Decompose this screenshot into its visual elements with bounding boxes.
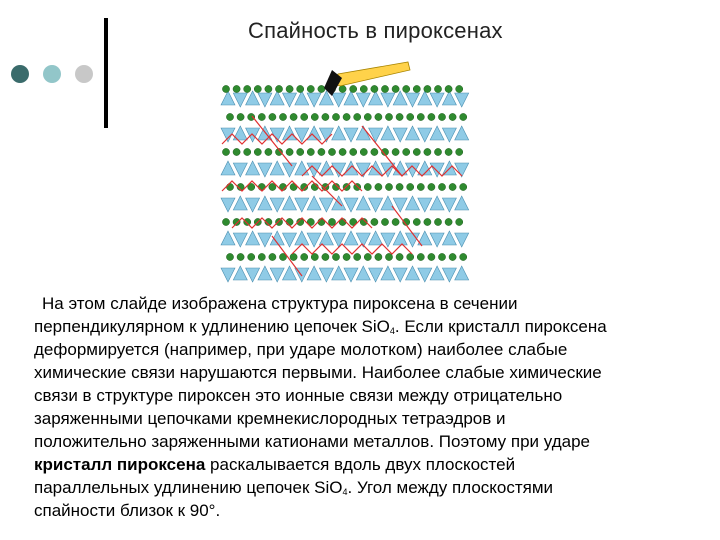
text-line: кристалл пироксена раскалывается вдоль двух плоскостей (34, 455, 516, 474)
cation-dot (290, 113, 297, 120)
cation-dot (233, 148, 240, 155)
text-line: заряженными цепочками кремнекислородных тетраэдров и (34, 409, 506, 428)
cation-dot (417, 183, 424, 190)
tetrahedron (283, 196, 297, 210)
tetrahedron (344, 128, 358, 142)
tetrahedron (258, 163, 272, 177)
cation-dot (413, 85, 420, 92)
text-line: перпендикулярном к удлинению цепочек SiO$_4$. Если кристалл пироксена (34, 317, 607, 336)
cation-dot (297, 85, 304, 92)
cation-dot (434, 218, 441, 225)
tetrahedron (246, 161, 260, 175)
cation-dot (456, 218, 463, 225)
tetrahedron (319, 161, 333, 175)
tetrahedron (344, 91, 358, 105)
text-line: связи в структуре пироксен это ионные связи между отрицательно (34, 386, 563, 405)
cation-dot (424, 148, 431, 155)
cation-dot (385, 113, 392, 120)
tetrahedron (430, 266, 444, 280)
cation-dot (438, 253, 445, 260)
tetrahedron (270, 268, 284, 282)
cation-dot (332, 113, 339, 120)
cation-dot (375, 183, 382, 190)
cation-dot (286, 218, 293, 225)
cation-dot (417, 113, 424, 120)
tetrahedron (381, 126, 395, 140)
tetrahedron (233, 196, 247, 210)
cation-dot (233, 218, 240, 225)
tetrahedron (319, 231, 333, 245)
tetrahedron (246, 268, 260, 282)
tetrahedron (270, 91, 284, 105)
cation-dot (392, 85, 399, 92)
cation-dot (265, 148, 272, 155)
cation-dot (343, 113, 350, 120)
light-dot (75, 65, 93, 83)
tetrahedron (430, 93, 444, 107)
tetrahedron (246, 91, 260, 105)
tetrahedron (344, 231, 358, 245)
cation-dot (392, 148, 399, 155)
tetrahedron (332, 93, 346, 107)
cation-dot (413, 148, 420, 155)
cleavage-line (252, 116, 292, 166)
tetrahedron (406, 126, 420, 140)
tetrahedron (455, 93, 469, 107)
tetrahedron (442, 91, 456, 105)
tetrahedron (393, 268, 407, 282)
cation-dot (438, 113, 445, 120)
tetrahedron (258, 266, 272, 280)
tetrahedron (418, 91, 432, 105)
tetrahedron (295, 231, 309, 245)
tetrahedron (430, 196, 444, 210)
cation-dot (375, 253, 382, 260)
text-line: деформируется (например, при ударе молотком) наиболее слабые (34, 340, 568, 359)
cation-dot (413, 218, 420, 225)
cation-dot (460, 113, 467, 120)
cation-dot (364, 253, 371, 260)
cation-dot (396, 253, 403, 260)
cation-dot (396, 113, 403, 120)
cation-dot (449, 253, 456, 260)
cation-dot (354, 253, 361, 260)
cation-dot (322, 113, 329, 120)
tetrahedron (258, 196, 272, 210)
tetrahedron (418, 198, 432, 212)
tetrahedron (221, 91, 235, 105)
cation-dot (322, 253, 329, 260)
text-line: положительно заряженными катионами металлов. Поэтому при ударе (34, 432, 590, 451)
cation-dot (428, 253, 435, 260)
tetrahedron (442, 128, 456, 142)
cation-dot (371, 218, 378, 225)
cation-dot (286, 85, 293, 92)
bold-phrase: кристалл пироксена (34, 455, 206, 474)
cation-dot (343, 253, 350, 260)
tetrahedron (307, 196, 321, 210)
cation-dot (226, 183, 233, 190)
tetrahedron (344, 161, 358, 175)
cation-dot (311, 113, 318, 120)
cation-dot (254, 85, 261, 92)
tetrahedron (430, 233, 444, 247)
tetrahedron (406, 93, 420, 107)
cation-dot (339, 148, 346, 155)
cation-dot (350, 85, 357, 92)
cation-dot (407, 183, 414, 190)
cation-dot (275, 85, 282, 92)
tetrahedron (221, 268, 235, 282)
cation-dot (248, 253, 255, 260)
cation-dot (258, 113, 265, 120)
tetrahedron (369, 231, 383, 245)
cation-dot (424, 85, 431, 92)
cation-dot (449, 183, 456, 190)
cation-dot (248, 113, 255, 120)
tetrahedron (283, 126, 297, 140)
tetrahedron (381, 93, 395, 107)
text-line: химические связи нарушаются первыми. Наиболее слабые химические (34, 363, 602, 382)
tetrahedron (295, 91, 309, 105)
cation-dot (428, 183, 435, 190)
tetrahedron (369, 91, 383, 105)
cation-dot (456, 85, 463, 92)
mid-dot (43, 65, 61, 83)
tetrahedron (406, 196, 420, 210)
cation-dot (407, 253, 414, 260)
cation-dot (279, 113, 286, 120)
cation-dot (233, 85, 240, 92)
tetrahedron (442, 198, 456, 212)
cation-dot (449, 113, 456, 120)
tetrahedron (344, 198, 358, 212)
tetrahedron (295, 161, 309, 175)
cation-dot (275, 218, 282, 225)
cation-dot (265, 85, 272, 92)
hammer-handle (334, 62, 410, 86)
text-line: На этом слайде изображена структура пироксена в сечении (42, 294, 518, 313)
divider-line (104, 18, 108, 128)
tetrahedron (221, 231, 235, 245)
cation-dot (445, 218, 452, 225)
tetrahedron (283, 266, 297, 280)
cation-dot (269, 253, 276, 260)
cation-dot (460, 253, 467, 260)
cation-dot (301, 113, 308, 120)
cation-dot (254, 148, 261, 155)
cation-dot (354, 113, 361, 120)
cation-dot (360, 85, 367, 92)
tetrahedron (270, 198, 284, 212)
cation-dot (381, 218, 388, 225)
cation-dot (226, 113, 233, 120)
cation-dot (328, 148, 335, 155)
cation-dot (403, 85, 410, 92)
cation-dot (364, 113, 371, 120)
dark-dot (11, 65, 29, 83)
cation-dot (222, 85, 229, 92)
cation-dot (237, 253, 244, 260)
cation-dot (392, 218, 399, 225)
cation-dot (445, 85, 452, 92)
cation-dot (396, 183, 403, 190)
cation-dot (371, 85, 378, 92)
cation-dot (318, 85, 325, 92)
cation-dot (371, 148, 378, 155)
cation-dot (424, 218, 431, 225)
tetrahedron (307, 93, 321, 107)
cation-dot (438, 183, 445, 190)
cation-dot (226, 253, 233, 260)
tetrahedron (283, 163, 297, 177)
cation-dot (445, 148, 452, 155)
tetrahedron (455, 126, 469, 140)
tetrahedron (221, 161, 235, 175)
cation-dot (407, 113, 414, 120)
tetrahedron (307, 266, 321, 280)
tetrahedron (393, 91, 407, 105)
tetrahedron (430, 126, 444, 140)
tetrahedron (307, 233, 321, 247)
tetrahedron (442, 231, 456, 245)
tetrahedron (442, 268, 456, 282)
tetrahedron (418, 128, 432, 142)
tetrahedron (233, 163, 247, 177)
tetrahedron (356, 266, 370, 280)
cation-dot (222, 148, 229, 155)
tetrahedron (233, 93, 247, 107)
tetrahedron (319, 268, 333, 282)
tetrahedron (270, 161, 284, 175)
tetrahedron (221, 198, 235, 212)
cation-dot (375, 113, 382, 120)
cation-dot (434, 85, 441, 92)
tetrahedron (295, 198, 309, 212)
cation-dot (385, 253, 392, 260)
tetrahedron (332, 266, 346, 280)
body-paragraph (34, 292, 714, 522)
cation-dot (244, 218, 251, 225)
tetrahedron (307, 163, 321, 177)
slide-bullet-dots (11, 65, 93, 83)
cation-dot (385, 183, 392, 190)
cation-dot (269, 113, 276, 120)
cation-dot (258, 253, 265, 260)
tetrahedron (319, 198, 333, 212)
cation-dot (318, 148, 325, 155)
tetrahedron (381, 266, 395, 280)
tetrahedron (455, 266, 469, 280)
tetrahedron (246, 198, 260, 212)
cation-dot (460, 183, 467, 190)
cleavage-line (292, 244, 412, 254)
cation-dot (328, 218, 335, 225)
text-line: спайности близок к 90°. (34, 501, 221, 520)
cation-dot (350, 148, 357, 155)
tetrahedron (246, 231, 260, 245)
cation-dot (456, 148, 463, 155)
tetrahedron (369, 268, 383, 282)
cation-dot (301, 253, 308, 260)
cation-dot (428, 113, 435, 120)
cation-dot (381, 85, 388, 92)
cation-dot (244, 148, 251, 155)
tetrahedron (369, 198, 383, 212)
cation-dot (364, 183, 371, 190)
tetrahedron (455, 233, 469, 247)
tetrahedron (356, 93, 370, 107)
tetrahedron (406, 266, 420, 280)
cation-dot (339, 85, 346, 92)
tetrahedron (283, 233, 297, 247)
slide-title: Спайность в пироксенах (248, 18, 503, 43)
cation-dot (307, 148, 314, 155)
tetrahedron (307, 126, 321, 140)
cation-dot (290, 253, 297, 260)
cation-dot (417, 253, 424, 260)
tetrahedron (233, 266, 247, 280)
tetrahedron (344, 268, 358, 282)
tetrahedron (258, 93, 272, 107)
tetrahedron (393, 128, 407, 142)
cation-dot (360, 148, 367, 155)
tetrahedron (455, 196, 469, 210)
tetrahedron (430, 163, 444, 177)
cation-dot (237, 113, 244, 120)
tetrahedron (258, 233, 272, 247)
cation-dot (297, 148, 304, 155)
tetrahedron (356, 196, 370, 210)
tetrahedron (332, 126, 346, 140)
cation-dot (307, 85, 314, 92)
tetrahedron (418, 268, 432, 282)
pyroxene-structure-diagram (212, 56, 472, 286)
cation-dot (222, 218, 229, 225)
cation-dot (332, 253, 339, 260)
text-line: параллельных удлинению цепочек SiO$_4$. Угол между плоскостями (34, 478, 554, 497)
cation-dot (434, 148, 441, 155)
tetrahedron (369, 128, 383, 142)
tetrahedron (283, 93, 297, 107)
tetrahedron (393, 231, 407, 245)
tetrahedron (233, 233, 247, 247)
cation-dot (286, 148, 293, 155)
cation-dot (403, 148, 410, 155)
cation-dot (244, 85, 251, 92)
